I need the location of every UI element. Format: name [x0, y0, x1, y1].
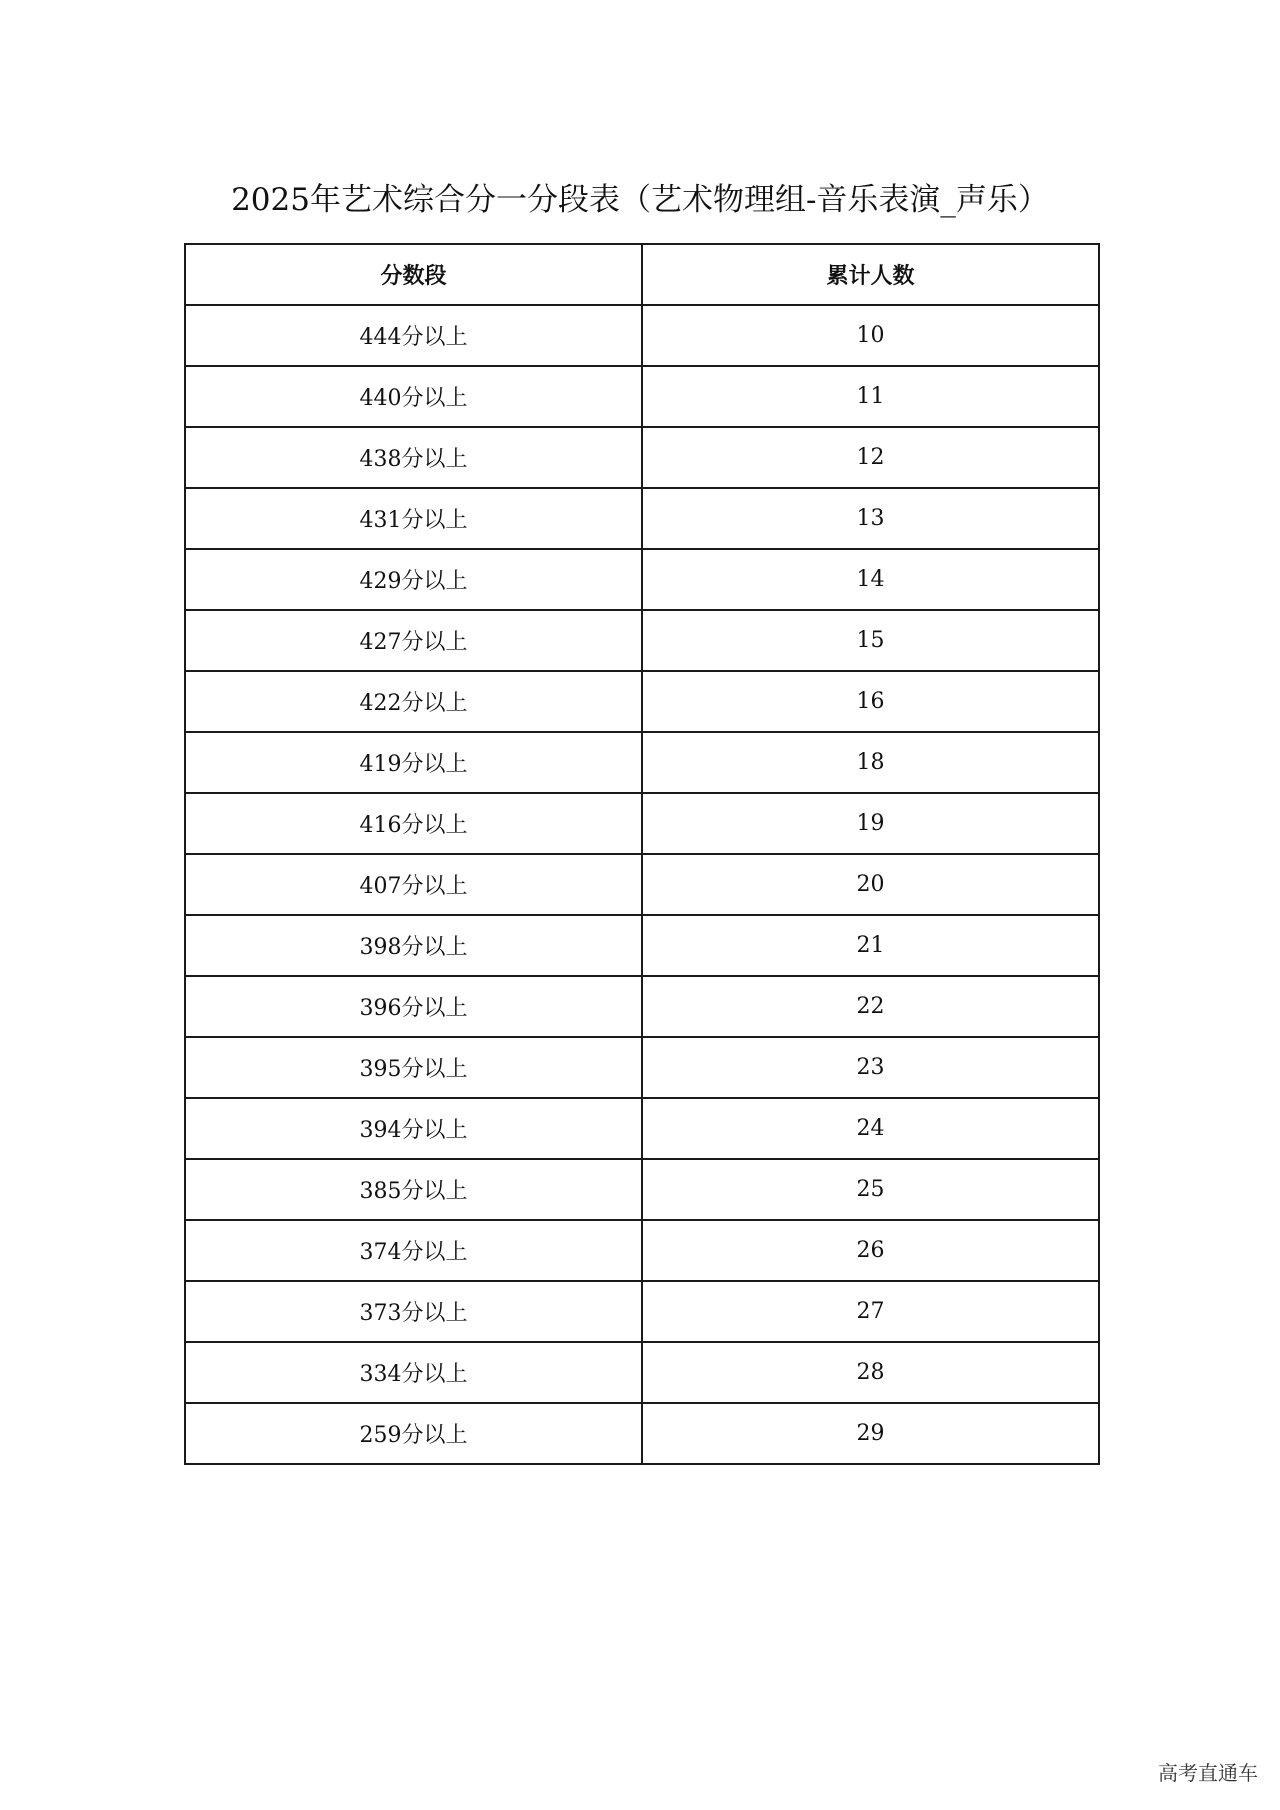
score-range-cell: 259分以上 — [185, 1403, 642, 1464]
cumulative-count-cell: 19 — [642, 793, 1099, 854]
column-header-score-range: 分数段 — [185, 244, 642, 305]
table-row — [185, 610, 1099, 671]
score-range-cell: 427分以上 — [185, 610, 642, 671]
score-range-cell: 416分以上 — [185, 793, 642, 854]
table-row — [185, 1403, 1099, 1464]
table-header-row — [185, 244, 1099, 305]
table-row — [185, 976, 1099, 1037]
cumulative-count-cell: 21 — [642, 915, 1099, 976]
table-row — [185, 1281, 1099, 1342]
score-range-cell: 438分以上 — [185, 427, 642, 488]
table-row — [185, 549, 1099, 610]
score-range-cell: 407分以上 — [185, 854, 642, 915]
cumulative-count-cell: 28 — [642, 1342, 1099, 1403]
table-row — [185, 427, 1099, 488]
table-row — [185, 1159, 1099, 1220]
table-row — [185, 488, 1099, 549]
cumulative-count-cell: 14 — [642, 549, 1099, 610]
cumulative-count-cell: 29 — [642, 1403, 1099, 1464]
watermark-text: 高考直通车 — [1158, 1761, 1258, 1785]
table-row — [185, 793, 1099, 854]
score-range-cell: 373分以上 — [185, 1281, 642, 1342]
cumulative-count-cell: 23 — [642, 1037, 1099, 1098]
score-range-cell: 431分以上 — [185, 488, 642, 549]
score-range-cell: 334分以上 — [185, 1342, 642, 1403]
score-range-cell: 444分以上 — [185, 305, 642, 366]
table-row — [185, 1342, 1099, 1403]
score-range-cell: 394分以上 — [185, 1098, 642, 1159]
table-body — [185, 305, 1099, 1464]
cumulative-count-cell: 18 — [642, 732, 1099, 793]
cumulative-count-cell: 20 — [642, 854, 1099, 915]
table-row — [185, 366, 1099, 427]
score-range-cell: 398分以上 — [185, 915, 642, 976]
table-row — [185, 1098, 1099, 1159]
cumulative-count-cell: 24 — [642, 1098, 1099, 1159]
cumulative-count-cell: 11 — [642, 366, 1099, 427]
cumulative-count-cell: 15 — [642, 610, 1099, 671]
score-range-cell: 374分以上 — [185, 1220, 642, 1281]
score-range-cell: 395分以上 — [185, 1037, 642, 1098]
cumulative-count-cell: 27 — [642, 1281, 1099, 1342]
score-range-cell: 419分以上 — [185, 732, 642, 793]
score-range-cell: 429分以上 — [185, 549, 642, 610]
table-row — [185, 732, 1099, 793]
cumulative-count-cell: 26 — [642, 1220, 1099, 1281]
table-row — [185, 671, 1099, 732]
cumulative-count-cell: 13 — [642, 488, 1099, 549]
table-row — [185, 1037, 1099, 1098]
cumulative-count-cell: 10 — [642, 305, 1099, 366]
column-header-cumulative-count: 累计人数 — [642, 244, 1099, 305]
table-row — [185, 854, 1099, 915]
table-row — [185, 305, 1099, 366]
score-range-cell: 396分以上 — [185, 976, 642, 1037]
table-row — [185, 1220, 1099, 1281]
cumulative-count-cell: 25 — [642, 1159, 1099, 1220]
page-title: 2025年艺术综合分一分段表（艺术物理组-音乐表演_声乐） — [231, 182, 1049, 218]
score-range-cell: 385分以上 — [185, 1159, 642, 1220]
cumulative-count-cell: 16 — [642, 671, 1099, 732]
score-table — [184, 243, 1100, 1465]
table-row — [185, 915, 1099, 976]
cumulative-count-cell: 22 — [642, 976, 1099, 1037]
score-range-cell: 422分以上 — [185, 671, 642, 732]
score-range-cell: 440分以上 — [185, 366, 642, 427]
cumulative-count-cell: 12 — [642, 427, 1099, 488]
